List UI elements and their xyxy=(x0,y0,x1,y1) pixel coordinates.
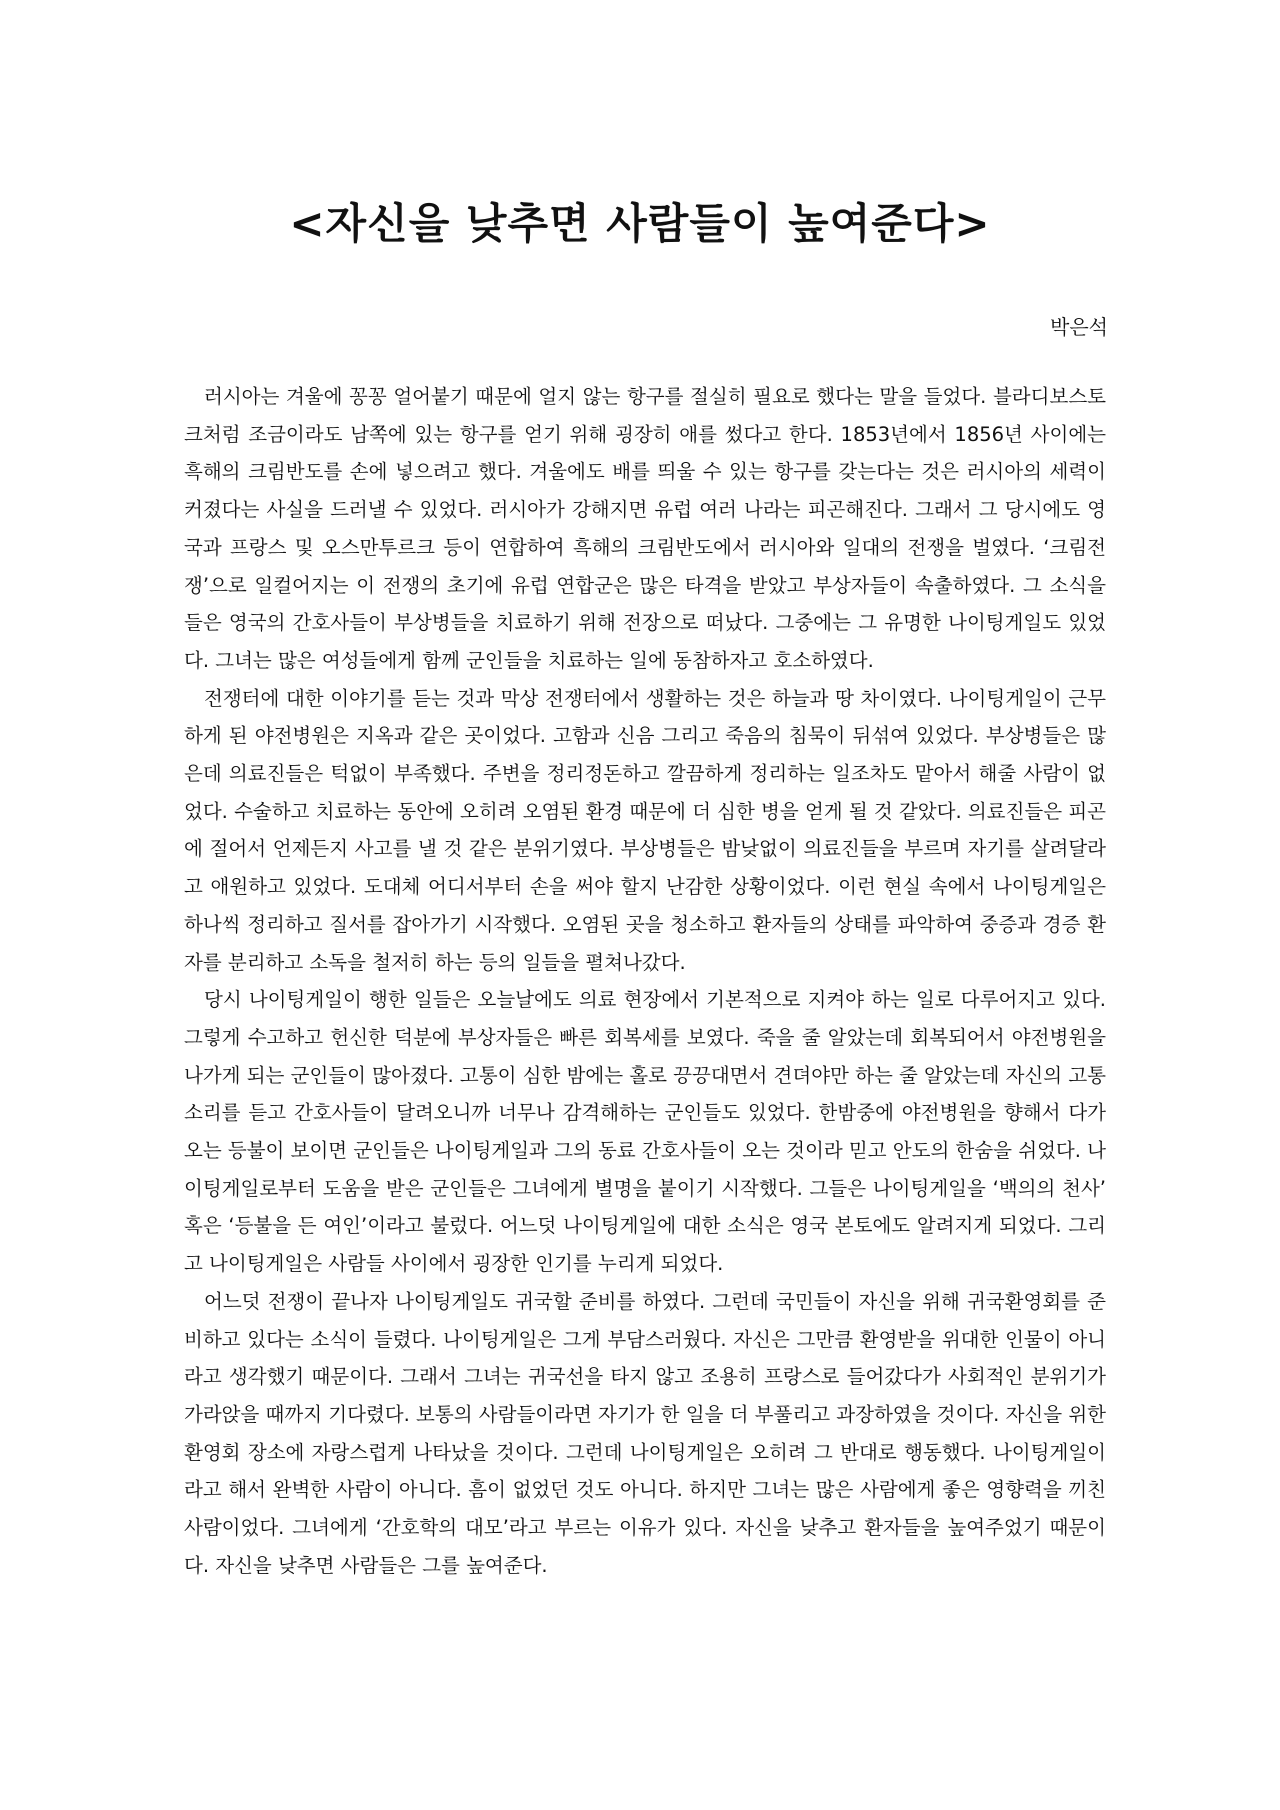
document-title: <자신을 낮추면 사람들이 높여준다> xyxy=(289,199,991,248)
paragraph-2: 전쟁터에 대한 이야기를 듣는 것과 막상 전쟁터에서 생활하는 것은 하늘과 땅 차이였다. 나이팅게일이 근무하게 된 야전병원은 지옥과 같은 곳이었다. 고함과 신음 그리고 죽음의 침묵이 뒤섞여 있었다. 부상병들은 많은데 의료진들은 턱없이 부족했다. 주변을 정리정돈하고 깔끔하게 정리하는 일조차도 맡아서 해줄 사람이 없었다. 수술하고 치료하는 동안에 오히려 오염된 환경 때문에 더 심한 병을 얻게 될 것 같았다. 의료진들은 피곤에 절어서 언제든지 사고를 낼 것 같은 분위기였다. 부상병들은 밤낮없이 의료진들을 부르며 자기를 살려달라고 애원하고 있었다. 도대체 어디서부터 손을 써야 할지 난감한 상황이었다. 이런 현실 속에서 나이팅게일은 하나씩 정리하고 질서를 잡아가기 시작했다. 오염된 곳을 청소하고 환자들의 상태를 파악하여 중증과 경증 환자를 분리하고 소독을 철저히 하는 등의 일들을 펼쳐나갔다. xyxy=(184,686,1106,974)
author-name: 박은석 xyxy=(1050,315,1108,339)
paragraph-1: 러시아는 겨울에 꽁꽁 얼어붙기 때문에 얼지 않는 항구를 절실히 필요로 했다는 말을 들었다. 블라디보스토크처럼 조금이라도 남쪽에 있는 항구를 얻기 위해 굉장히 애를 썼다고 한다. 1853년에서 1856년 사이에는 흑해의 크림반도를 손에 넣으려고 했다. 겨울에도 배를 띄울 수 있는 항구를 갖는다는 것은 러시아의 세력이 커졌다는 사실을 드러낼 수 있었다. 러시아가 강해지면 유럽 여러 나라는 피곤해진다. 그래서 그 당시에도 영국과 프랑스 및 오스만투르크 등이 연합하여 흑해의 크림반도에서 러시아와 일대의 전쟁을 벌였다. ‘크림전쟁’으로 일컬어지는 이 전쟁의 초기에 유럽 연합군은 많은 타격을 받았고 부상자들이 속출하였다. 그 소식을 들은 영국의 간호사들이 부상병들을 치료하기 위해 전장으로 떠났다. 그중에는 그 유명한 나이팅게일도 있었다. 그녀는 많은 여성들에게 함께 군인들을 치료하는 일에 동참하자고 호소하였다. xyxy=(184,385,1106,672)
paragraph-4: 어느덧 전쟁이 끝나자 나이팅게일도 귀국할 준비를 하였다. 그런데 국민들이 자신을 위해 귀국환영회를 준비하고 있다는 소식이 들렸다. 나이팅게일은 그게 부담스러웠다. 자신은 그만큼 환영받을 위대한 인물이 아니라고 생각했기 때문이다. 그래서 그녀는 귀국선을 타지 않고 조용히 프랑스로 들어갔다가 사회적인 분위기가 가라앉을 때까지 기다렸다. 보통의 사람들이라면 자기가 한 일을 더 부풀리고 과장하였을 것이다. 자신을 위한 환영회 장소에 자랑스럽게 나타났을 것이다. 그런데 나이팅게일은 오히려 그 반대로 행동했다. 나이팅게일이라고 해서 완벽한 사람이 아니다. 흠이 없었던 것도 아니다. 하지만 그녀는 많은 사람에게 좋은 영향력을 끼친 사람이었다. 그녀에게 ‘간호학의 대모’라고 부르는 이유가 있다. 자신을 낮추고 환자들을 높여주었기 때문이다. 자신을 낮추면 사람들은 그를 높여준다. xyxy=(184,1289,1106,1577)
paragraph-3: 당시 나이팅게일이 행한 일들은 오늘날에도 의료 현장에서 기본적으로 지켜야 하는 일로 다루어지고 있다. 그렇게 수고하고 헌신한 덕분에 부상자들은 빠른 회복세를 보였다. 죽을 줄 알았는데 회복되어서 야전병원을 나가게 되는 군인들이 많아졌다. 고통이 심한 밤에는 홀로 끙끙대면서 견뎌야만 하는 줄 알았는데 자신의 고통 소리를 듣고 간호사들이 달려오니까 너무나 감격해하는 군인들도 있었다. 한밤중에 야전병원을 향해서 다가오는 등불이 보이면 군인들은 나이팅게일과 그의 동료 간호사들이 오는 것이라 믿고 안도의 한숨을 쉬었다. 나이팅게일로부터 도움을 받은 군인들은 그녀에게 별명을 붙이기 시작했다. 그들은 나이팅게일을 ‘백의의 천사’ 혹은 ‘등불을 든 여인’이라고 불렀다. 어느덧 나이팅게일에 대한 소식은 영국 본토에도 알려지게 되었다. 그리고 나이팅게일은 사람들 사이에서 굉장한 인기를 누리게 되었다. xyxy=(184,988,1106,1276)
document-body xyxy=(184,378,1106,1585)
